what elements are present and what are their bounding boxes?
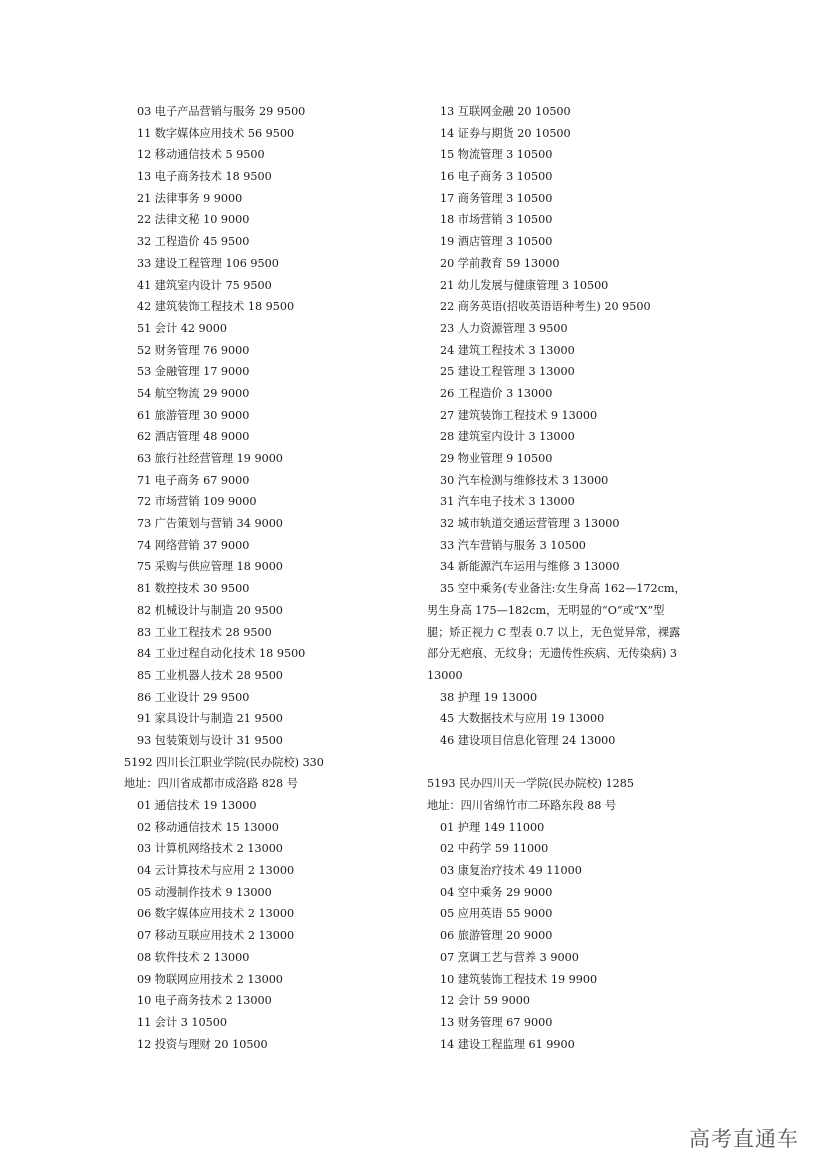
program-row: 14 证券与期货 20 10500 [440,126,571,140]
school-header-line: 地址：四川省绵竹市二环路东段 88 号 [427,799,617,812]
blank-line [427,752,717,774]
program-row: 15 物流管理 3 10500 [440,148,553,162]
program-row: 17 商务管理 3 10500 [440,191,553,205]
program-row: 03 康复治疗技术 49 11000 [440,864,582,878]
school-header-line: 5192 四川长江职业学院(民办院校) 330 [124,755,324,769]
program-row: 04 空中乘务 29 9000 [440,885,553,899]
program-row: 09 物联网应用技术 2 13000 [137,972,283,986]
program-row: 19 酒店管理 3 10500 [440,235,553,249]
program-row: 08 软件技术 2 13000 [137,950,250,964]
program-row: 46 建设项目信息化管理 24 13000 [440,733,616,747]
school-header-line: 地址：四川省成都市成洛路 828 号 [124,777,298,791]
program-row: 05 动漫制作技术 9 13000 [137,885,272,899]
program-row: 10 建筑装饰工程技术 19 9900 [440,972,598,986]
program-row: 13 财务管理 67 9000 [440,1015,553,1029]
program-row: 32 工程造价 45 9500 [137,235,250,249]
program-row: 02 移动通信技术 15 13000 [137,820,279,834]
program-row: 22 商务英语(招收英语语种考生) 20 9500 [440,300,651,314]
program-row: 11 数字媒体应用技术 56 9500 [137,126,295,140]
watermark-logo: 高考直通车 [689,1127,799,1151]
program-row: 45 大数据技术与应用 19 13000 [440,712,605,726]
program-row: 07 移动互联应用技术 2 13000 [137,929,295,943]
program-row: 18 市场营销 3 10500 [440,213,553,227]
program-row: 63 旅行社经营管理 19 9000 [137,452,283,465]
program-row: 21 幼儿发展与健康管理 3 10500 [440,278,609,292]
program-row: 34 新能源汽车运用与维修 3 13000 [440,560,620,574]
program-row: 01 通信技术 19 13000 [137,799,257,812]
program-row: 16 电子商务 3 10500 [440,170,553,184]
program-row: 03 计算机网络技术 2 13000 [137,842,283,856]
program-row: 81 数控技术 30 9500 [137,582,250,596]
program-row: 30 汽车检测与维修技术 3 13000 [440,473,609,487]
program-row: 54 航空物流 29 9000 [137,386,250,400]
program-row: 10 电子商务技术 2 13000 [137,994,272,1008]
program-row: 13 互联网金融 20 10500 [440,105,571,118]
program-row: 05 应用英语 55 9000 [440,907,553,921]
program-row: 73 广告策划与营销 34 9000 [137,517,283,531]
program-row: 11 会计 3 10500 [137,1015,227,1029]
program-row: 62 酒店管理 48 9000 [137,430,250,444]
program-row: 02 中药学 59 11000 [440,842,549,856]
program-row: 23 人力资源管理 3 9500 [440,321,568,335]
program-row: 12 会计 59 9000 [440,994,530,1008]
program-row: 22 法律文秘 10 9000 [137,213,250,227]
program-row: 84 工业过程自动化技术 18 9500 [137,647,306,661]
program-row: 28 建筑室内设计 3 13000 [440,430,575,444]
program-note-line: 部分无疤痕、无纹身；无遗传性疾病、无传染病) 3 [427,647,677,661]
right-list-a [427,101,717,578]
program-row: 27 建筑装饰工程技术 9 13000 [440,408,598,422]
program-row: 07 烹调工艺与营养 3 9000 [440,950,579,964]
program-row: 01 护理 149 11000 [440,820,545,834]
program-row: 83 工业工程技术 28 9500 [137,625,272,639]
program-note-line: 男生身高 175—182cm，无明显的“O”或“X”型 [427,603,665,617]
program-row: 29 物业管理 9 10500 [440,452,553,465]
program-row: 86 工业设计 29 9500 [137,690,250,704]
left-column [124,101,414,1055]
program-row: 24 建筑工程技术 3 13000 [440,343,575,357]
program-row: 14 建设工程监理 61 9900 [440,1037,575,1051]
program-row: 53 金融管理 17 9000 [137,365,250,379]
program-row: 33 建设工程管理 106 9500 [137,256,279,270]
program-row: 04 云计算技术与应用 2 13000 [137,864,295,878]
program-row: 31 汽车电子技术 3 13000 [440,495,575,509]
right-column [427,101,717,1055]
program-row: 06 数字媒体应用技术 2 13000 [137,907,295,921]
program-row: 12 投资与理财 20 10500 [137,1037,268,1051]
program-row: 82 机械设计与制造 20 9500 [137,603,283,617]
program-row: 32 城市轨道交通运营管理 3 13000 [440,517,620,531]
program-row: 41 建筑室内设计 75 9500 [137,278,272,292]
program-row: 12 移动通信技术 5 9500 [137,148,265,162]
program-row: 26 工程造价 3 13000 [440,386,553,400]
program-note-paragraph [427,578,717,686]
program-row: 91 家具设计与制造 21 9500 [137,712,283,726]
program-row: 75 采购与供应管理 18 9000 [137,560,283,574]
program-row: 85 工业机器人技术 28 9500 [137,668,283,682]
program-row: 33 汽车营销与服务 3 10500 [440,538,586,552]
program-row: 03 电子产品营销与服务 29 9500 [137,105,306,118]
program-row: 06 旅游管理 20 9000 [440,929,553,943]
program-row: 42 建筑装饰工程技术 18 9500 [137,300,295,314]
program-row: 38 护理 19 13000 [440,690,538,704]
program-row: 20 学前教育 59 13000 [440,256,560,270]
program-row: 13 电子商务技术 18 9500 [137,170,272,184]
program-row: 71 电子商务 67 9000 [137,473,250,487]
school-header-line: 5193 民办四川天一学院(民办院校) 1285 [427,777,635,791]
program-note-line: 腿；矫正视力 C 型表 0.7 以上，无色觉异常，裸露 [427,625,681,639]
program-row: 52 财务管理 76 9000 [137,343,250,357]
right-list-b [427,687,717,1056]
program-row: 51 会计 42 9000 [137,321,227,335]
program-note-first-line: 35 空中乘务(专业备注:女生身高 162—172cm， [440,582,686,596]
program-row: 72 市场营销 109 9000 [137,495,257,509]
program-row: 74 网络营销 37 9000 [137,538,250,552]
program-row: 61 旅游管理 30 9000 [137,408,250,422]
program-row: 21 法律事务 9 9000 [137,191,243,205]
program-row: 25 建设工程管理 3 13000 [440,365,575,379]
program-note-line: 13000 [427,668,463,682]
program-row: 93 包装策划与设计 31 9500 [137,733,283,747]
